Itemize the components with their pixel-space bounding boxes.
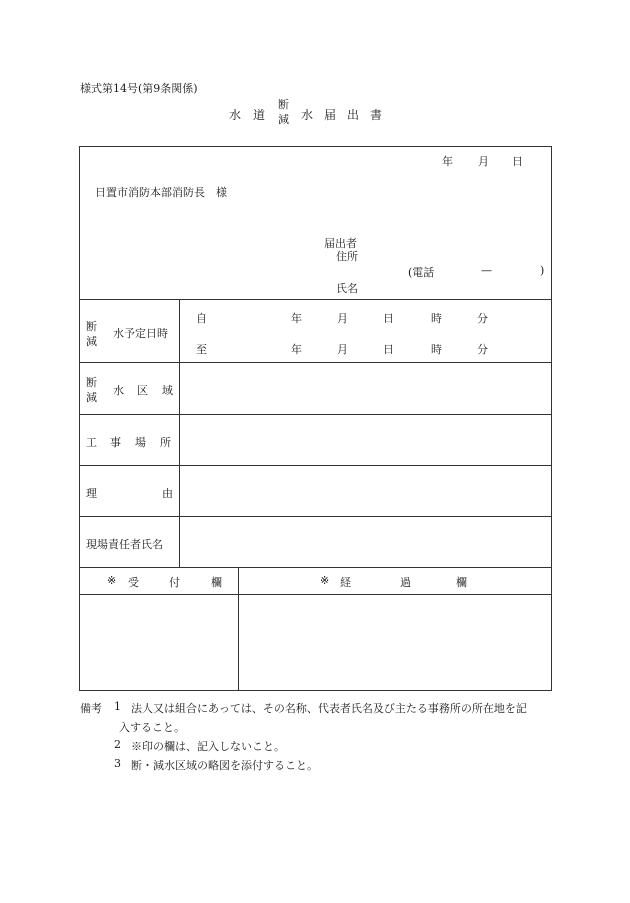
date-day: 日 <box>512 155 523 168</box>
manager-label: 現場責任者氏名 <box>86 538 163 551</box>
addressee: 日置市消防本部消防長 様 <box>95 186 227 199</box>
note-text: ※印の欄は、記入しないこと。 <box>131 740 285 753</box>
schedule-stack-top: 断 <box>86 320 97 333</box>
reception-mark: ※ <box>107 574 117 587</box>
notes-heading: 備考 <box>80 702 102 715</box>
note-text: 法人又は組合にあっては、その名称、代表者氏名及び主たる事務所の所在地を記 <box>131 702 527 715</box>
to-minute: 分 <box>477 343 488 356</box>
reason-label-char: 理 <box>86 487 97 500</box>
phone-dash: — <box>481 264 492 277</box>
form-table <box>79 146 552 691</box>
title-stack-top: 断 <box>278 98 289 111</box>
schedule-from: 自 <box>196 312 207 325</box>
site-label-char: 所 <box>160 436 171 449</box>
row-divider <box>80 594 552 595</box>
progress-mark: ※ <box>320 574 330 587</box>
title-char: 書 <box>370 108 383 122</box>
title-stack-bottom: 減 <box>278 113 289 126</box>
to-year: 年 <box>291 343 302 356</box>
note-number: 1 <box>114 700 121 713</box>
row-divider <box>80 465 552 466</box>
date-year: 年 <box>442 155 453 168</box>
phone-close: ) <box>540 264 545 277</box>
label-column-divider <box>179 299 180 567</box>
applicant-address-label: 住所 <box>336 250 358 263</box>
site-label-char: 場 <box>135 436 146 449</box>
to-month: 月 <box>337 343 348 356</box>
phone-open: (電話 <box>408 266 435 279</box>
reception-char: 受 <box>128 576 139 589</box>
row-divider <box>80 362 552 363</box>
reason-label-char: 由 <box>162 487 173 500</box>
title-stacked-chars <box>278 97 289 127</box>
date-month: 月 <box>478 155 489 168</box>
note-text: 断・減水区域の略図を添付すること。 <box>131 759 318 772</box>
from-hour: 時 <box>431 312 442 325</box>
title-char: 届 <box>324 108 337 122</box>
schedule-to: 至 <box>196 343 207 356</box>
title-char: 出 <box>347 108 360 122</box>
to-day: 日 <box>383 343 394 356</box>
row-divider <box>80 414 552 415</box>
area-label-char: 区 <box>137 384 148 397</box>
bottom-column-divider <box>238 567 239 691</box>
row-divider <box>80 567 552 568</box>
site-label-char: 事 <box>110 436 121 449</box>
reception-char: 付 <box>169 576 180 589</box>
form-number: 様式第14号(第9条関係) <box>80 82 198 95</box>
from-year: 年 <box>291 312 302 325</box>
site-label-char: 工 <box>86 436 97 449</box>
area-stack-top: 断 <box>86 376 97 389</box>
progress-char: 過 <box>400 576 411 589</box>
from-month: 月 <box>337 312 348 325</box>
applicant-name-label: 氏名 <box>336 282 358 295</box>
area-stack-bottom: 減 <box>86 391 97 404</box>
title-char: 水 <box>301 108 314 122</box>
area-label-char: 水 <box>113 384 124 397</box>
note-number: 2 <box>114 738 121 751</box>
row-divider <box>80 299 552 300</box>
area-label-char: 域 <box>162 384 173 397</box>
note-text-continued: 入すること。 <box>119 721 185 734</box>
schedule-label: 水予定日時 <box>113 327 168 340</box>
from-minute: 分 <box>477 312 488 325</box>
title-char: 水 <box>229 108 242 122</box>
title-char: 道 <box>253 108 266 122</box>
note-number: 3 <box>114 757 121 770</box>
reception-char: 欄 <box>211 576 222 589</box>
schedule-stack-bottom: 減 <box>86 335 97 348</box>
from-day: 日 <box>383 312 394 325</box>
to-hour: 時 <box>431 343 442 356</box>
progress-char: 経 <box>340 576 351 589</box>
row-divider <box>80 516 552 517</box>
progress-char: 欄 <box>456 576 467 589</box>
applicant-label: 届出者 <box>324 237 357 250</box>
